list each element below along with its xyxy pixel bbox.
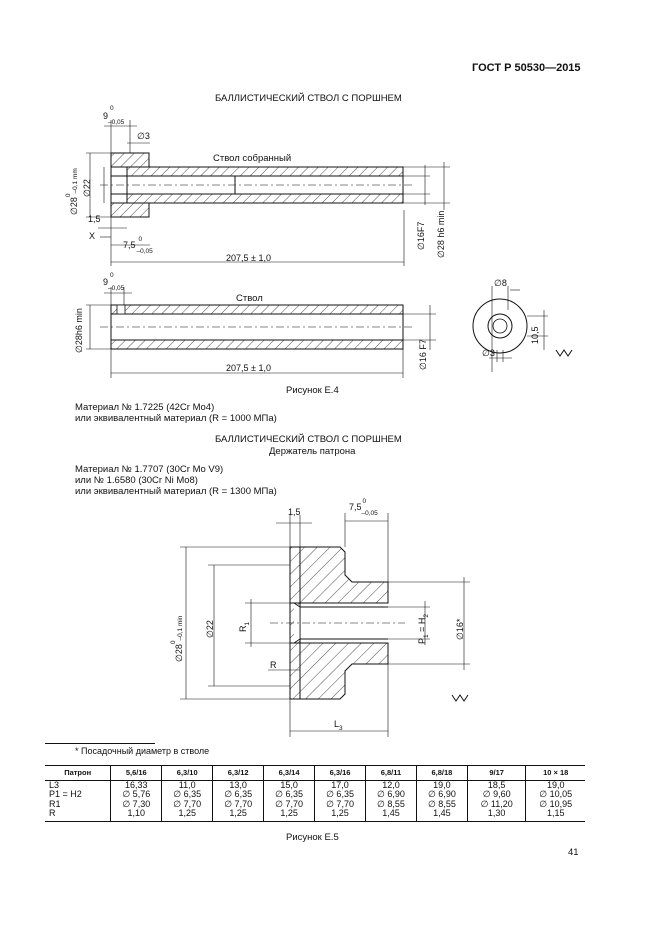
- dim-e5-7-5: 7,5 0 –0,05: [349, 498, 378, 517]
- table-cell: ∅ 7,70: [264, 800, 315, 810]
- table-cell: 1,45: [366, 809, 417, 821]
- dim-top-9: 9 0 –0,05: [103, 105, 125, 126]
- figure-e5-caption: Рисунок Е.5: [286, 832, 339, 843]
- table-cell: ∅ 6,35: [213, 790, 264, 800]
- dim-d28h6-top: ∅28 h6 min: [436, 210, 446, 258]
- table-header: 10 × 18: [526, 766, 585, 781]
- table-header-row: [45, 766, 585, 781]
- footnote: * Посадочный диаметр в стволе: [75, 746, 210, 756]
- dim-length-bottom: 207,5 ± 1,0: [226, 363, 271, 373]
- table-header: 6,3/12: [213, 766, 264, 781]
- table-cell: 1,30: [467, 809, 526, 821]
- table-cell: 1,15: [526, 809, 585, 821]
- table-cell: ∅ 6,90: [366, 790, 417, 800]
- barrel-end-view: [473, 286, 572, 372]
- dim-d3-side: ∅3: [482, 348, 495, 358]
- figure-e5-material-3: или эквивалентный материал (R = 1300 МПа): [75, 486, 277, 497]
- table-cell: 18,5: [467, 780, 526, 790]
- table-header: 6,3/10: [162, 766, 213, 781]
- table-header: 6,3/14: [264, 766, 315, 781]
- table-cell: 1,45: [416, 809, 467, 821]
- figure-e4-drawing: [0, 0, 661, 400]
- table-cell: L3: [49, 779, 60, 790]
- figure-e5-material-2: или № 1.6580 (30Cr Ni Mo8): [75, 475, 198, 486]
- figure-e4-caption: Рисунок Е.4: [286, 385, 339, 396]
- table-cell: ∅ 5,76: [111, 790, 162, 800]
- figure-e4-material-1: Материал № 1.7225 (42Cr Mo4): [75, 402, 215, 413]
- dim-e5-d28: $\emptyset 28^0-0,1$ min: [170, 615, 184, 662]
- page-number: 41: [568, 847, 579, 858]
- table-cell: ∅ 8,55: [366, 800, 417, 810]
- assembled-barrel-label: Ствол собранный: [213, 153, 292, 164]
- table-cell: ∅ 7,30: [111, 800, 162, 810]
- figure-e5-title: БАЛЛИСТИЧЕСКИЙ СТВОЛ С ПОРШНЕМ: [215, 434, 402, 445]
- dim-1-5: 1,5: [88, 214, 101, 224]
- dim-d16f7-bottom: ∅16 F7: [418, 339, 428, 370]
- table-cell: 12,0: [366, 780, 417, 790]
- table-cell: ∅ 6,35: [315, 790, 366, 800]
- table-header: 9/17: [467, 766, 526, 781]
- table-header: 6,3/16: [315, 766, 366, 781]
- table-cell: 15,0: [264, 780, 315, 790]
- table-cell: 1,25: [264, 809, 315, 821]
- figure-e5-material-1: Материал № 1.7707 (30Cr Mo V9): [75, 464, 224, 475]
- table-cell: ∅ 7,70: [213, 800, 264, 810]
- table-cell: ∅ 10,05: [526, 790, 585, 800]
- dim-d8: ∅8: [494, 278, 507, 288]
- table-cell: 16,33: [111, 780, 162, 790]
- footnote-rule: [45, 743, 155, 744]
- table-cell: 19,0: [526, 780, 585, 790]
- table-cell: ∅ 6,35: [162, 790, 213, 800]
- table-cell: ∅ 7,70: [315, 800, 366, 810]
- table-cell: ∅ 10,95: [526, 800, 585, 810]
- table-cell: 19,0: [416, 780, 467, 790]
- table-cell: 11,0: [162, 780, 213, 790]
- table-cell: ∅ 8,55: [416, 800, 467, 810]
- cartridge-table: [45, 765, 585, 822]
- table-cell: ∅ 6,90: [416, 790, 467, 800]
- table-cell: 13,0: [213, 780, 264, 790]
- table-cell: P1 = H2: [49, 789, 82, 800]
- dim-e5-d22: ∅22: [205, 620, 215, 638]
- dim-10-5: 10,5: [530, 326, 540, 344]
- table-cell: 1,25: [315, 809, 366, 821]
- dim-x: X: [89, 231, 96, 241]
- dim-d16f7-top: ∅16F7: [416, 221, 426, 250]
- figure-e5-drawing: [0, 495, 661, 745]
- dim-e5-1-5: 1,5: [288, 507, 301, 517]
- table-cell: 1,25: [213, 809, 264, 821]
- figure-e4-material-2: или эквивалентный материал (R = 1000 МПа): [75, 413, 277, 424]
- dim-d3: ∅3: [137, 131, 150, 141]
- barrel-label: Ствол: [236, 293, 263, 304]
- figure-e5-subtitle: Держатель патрона: [269, 446, 356, 457]
- table-header: 5,6/16: [111, 766, 162, 781]
- table-cell: 17,0: [315, 780, 366, 790]
- table-cell: ∅ 11,20: [467, 800, 526, 810]
- table-cell: ∅ 9,60: [467, 790, 526, 800]
- standard-code: ГОСТ Р 50530—2015: [472, 62, 581, 74]
- dim-length-top: 207,5 ± 1,0: [226, 253, 271, 263]
- table-cell: ∅ 7,70: [162, 800, 213, 810]
- dim-e5-r: R: [270, 660, 277, 670]
- table-cell: 1,10: [111, 809, 162, 821]
- dim-e5-r1: $R_1$: [238, 621, 251, 632]
- dim-7-5: 7,5 0 –0,05: [123, 236, 153, 255]
- dim-e5-l3: $L_3$: [334, 719, 343, 732]
- table-row: [45, 809, 585, 821]
- table-header: 6,8/18: [416, 766, 467, 781]
- table-header: 6,8/11: [366, 766, 417, 781]
- dim-e5-d16: ∅16*: [455, 618, 465, 640]
- dim-e5-p1h2: $P_1 = H_2$: [417, 613, 430, 644]
- dim-bar-9: 9 0 –0,05: [103, 272, 125, 292]
- figure-e4-title: БАЛЛИСТИЧЕСКИЙ СТВОЛ С ПОРШНЕМ: [215, 93, 402, 104]
- table-cell: R1: [49, 798, 61, 809]
- table-cell: R: [45, 809, 111, 821]
- dim-d28-left: $\emptyset 28^0-0,1$ mm: [65, 168, 79, 215]
- table-cell: ∅ 6,35: [264, 790, 315, 800]
- table-header: Патрон: [45, 766, 111, 781]
- table-cell: 1,25: [162, 809, 213, 821]
- dim-d22: ∅22: [82, 179, 92, 197]
- dim-d28h6-left: ∅28h6 min: [74, 308, 84, 353]
